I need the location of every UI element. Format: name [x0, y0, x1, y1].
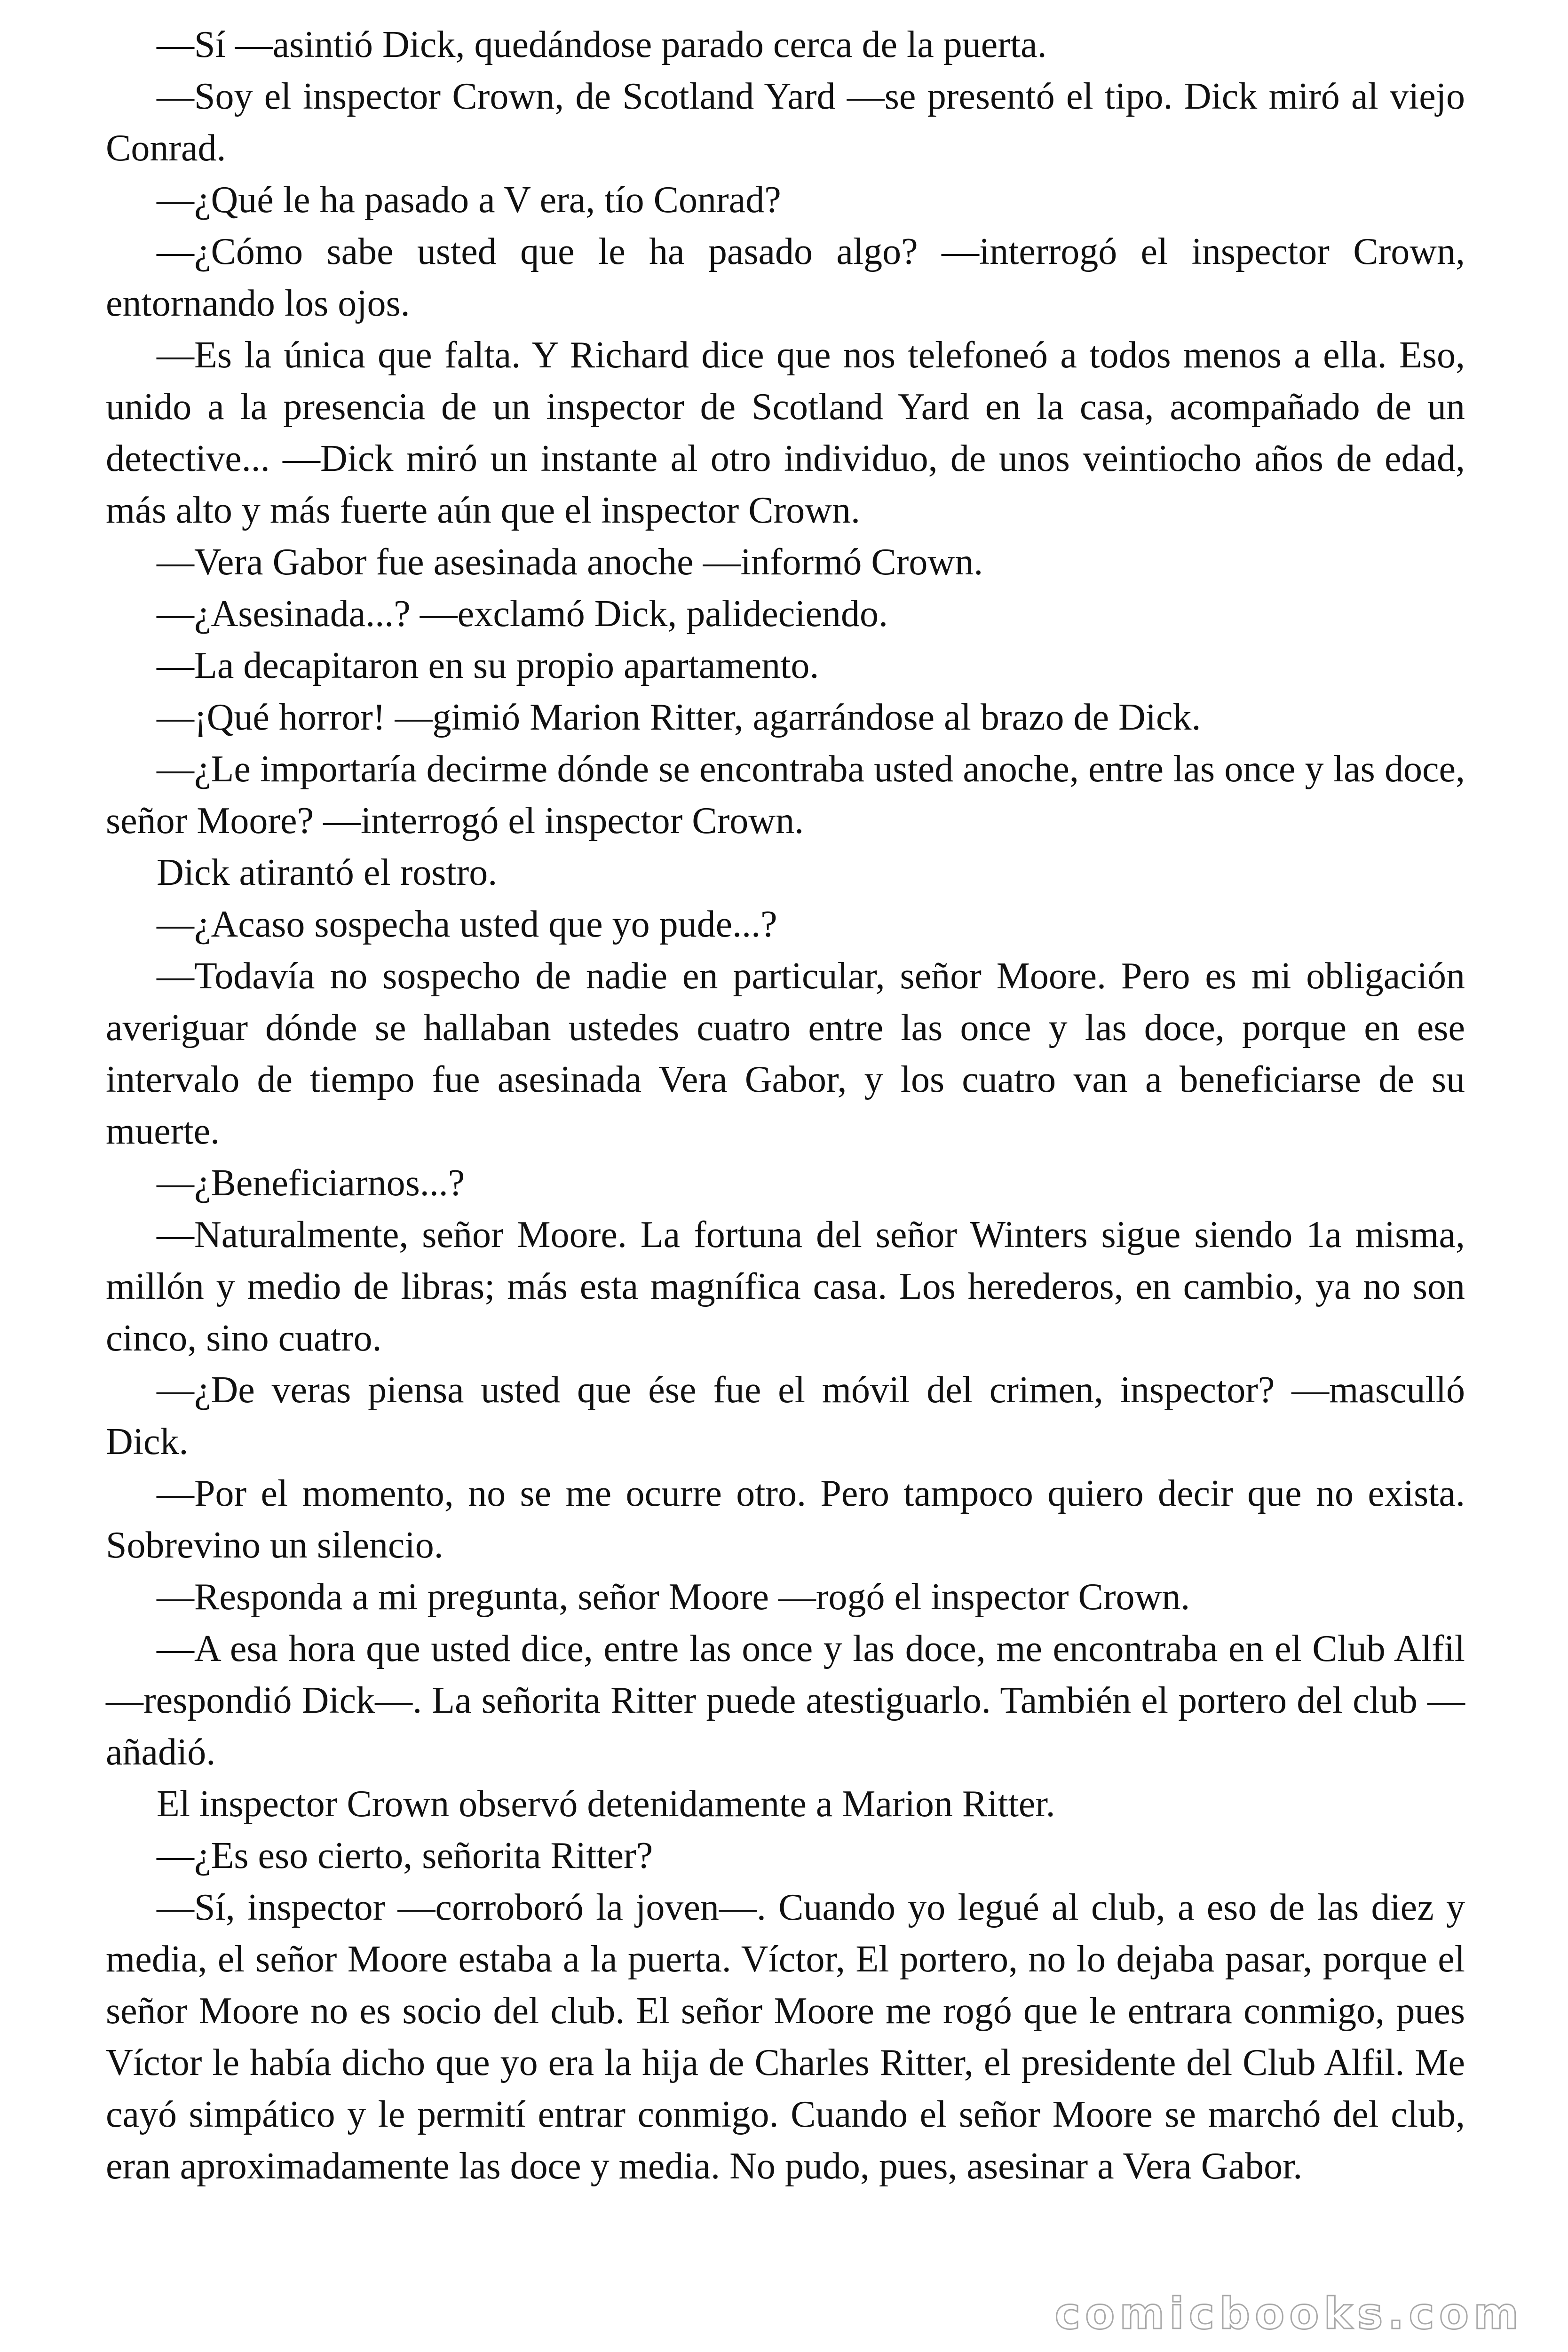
- paragraph: —¿Le importaría decirme dónde se encontraba usted anoche, entre las once y las doce, señor Moore? —interrogó el inspector Crown.: [106, 748, 1465, 842]
- paragraph: —La decapitaron en su propio apartamento.: [157, 645, 819, 686]
- paragraph: —¿Beneficiarnos...?: [157, 1162, 465, 1204]
- paragraph: —¡Qué horror! —gimió Marion Ritter, agarrándose al brazo de Dick.: [157, 697, 1201, 738]
- paragraph: —¿De veras piensa usted que ése fue el móvil del crimen, inspector? —masculló Dick.: [106, 1369, 1465, 1462]
- watermark: comicbooks.com: [1054, 2288, 1523, 2339]
- paragraph: —Es la única que falta. Y Richard dice que nos telefoneó a todos menos a ella. Eso, unido a la presencia de un inspector de Scotland Yard en la casa, acompañado de un detective... —Dick miró un instante al otro individuo, de unos veintiocho años de edad, más alto y más fuerte aún que el inspector Crown.: [106, 334, 1465, 531]
- paragraph: —Vera Gabor fue asesinada anoche —informó Crown.: [157, 541, 983, 583]
- paragraph: —¿Cómo sabe usted que le ha pasado algo? —interrogó el inspector Crown, entornando los ojos.: [106, 231, 1465, 324]
- paragraph: —Soy el inspector Crown, de Scotland Yard —se presentó el tipo. Dick miró al viejo Conrad.: [106, 76, 1465, 169]
- paragraph: Dick atirantó el rostro.: [157, 852, 498, 893]
- paragraph: —¿Asesinada...? —exclamó Dick, palideciendo.: [157, 593, 888, 635]
- paragraph: —¿Acaso sospecha usted que yo pude...?: [157, 904, 777, 945]
- paragraph: —Naturalmente, señor Moore. La fortuna del señor Winters sigue siendo 1a misma, millón y medio de libras; más esta magnífica casa. Los herederos, en cambio, ya no son cinco, sino cuatro.: [106, 1214, 1465, 1359]
- paragraph: —Por el momento, no se me ocurre otro. Pero tampoco quiero decir que no exista. Sobrevino un silencio.: [106, 1473, 1465, 1566]
- paragraph: —Todavía no sospecho de nadie en particular, señor Moore. Pero es mi obligación averiguar dónde se hallaban ustedes cuatro entre las once y las doce, porque en ese intervalo de tiempo fue asesinada Vera Gabor, y los cuatro van a beneficiarse de su muerte.: [106, 955, 1465, 1152]
- paragraph: —¿Es eso cierto, señorita Ritter?: [157, 1835, 653, 1876]
- paragraph: —Sí —asintió Dick, quedándose parado cerca de la puerta.: [157, 24, 1047, 65]
- paragraph: —¿Qué le ha pasado a V era, tío Conrad?: [157, 179, 781, 221]
- paragraph: —A esa hora que usted dice, entre las once y las doce, me encontraba en el Club Alfil —respondió Dick—. La señorita Ritter puede atestiguarlo. También el portero del club — añadió.: [106, 1628, 1465, 1773]
- paragraph: El inspector Crown observó detenidamente a Marion Ritter.: [157, 1783, 1055, 1825]
- paragraph: —Sí, inspector —corroboró la joven—. Cuando yo legué al club, a eso de las diez y media, el señor Moore estaba a la puerta. Víctor, El portero, no lo dejaba pasar, porque el señor Moore no es socio del club. El señor Moore me rogó que le entrara conmigo, pues Víctor le había dicho que yo era la hija de Charles Ritter, el presidente del Club Alfil. Me cayó simpático y le permití entrar conmigo. Cuando el señor Moore se marchó del club, eran aproximadamente las doce y media. No pudo, pues, asesinar a Vera Gabor.: [106, 1887, 1465, 2187]
- book-page-text: [106, 19, 1465, 2192]
- paragraph: —Responda a mi pregunta, señor Moore —rogó el inspector Crown.: [157, 1576, 1190, 1618]
